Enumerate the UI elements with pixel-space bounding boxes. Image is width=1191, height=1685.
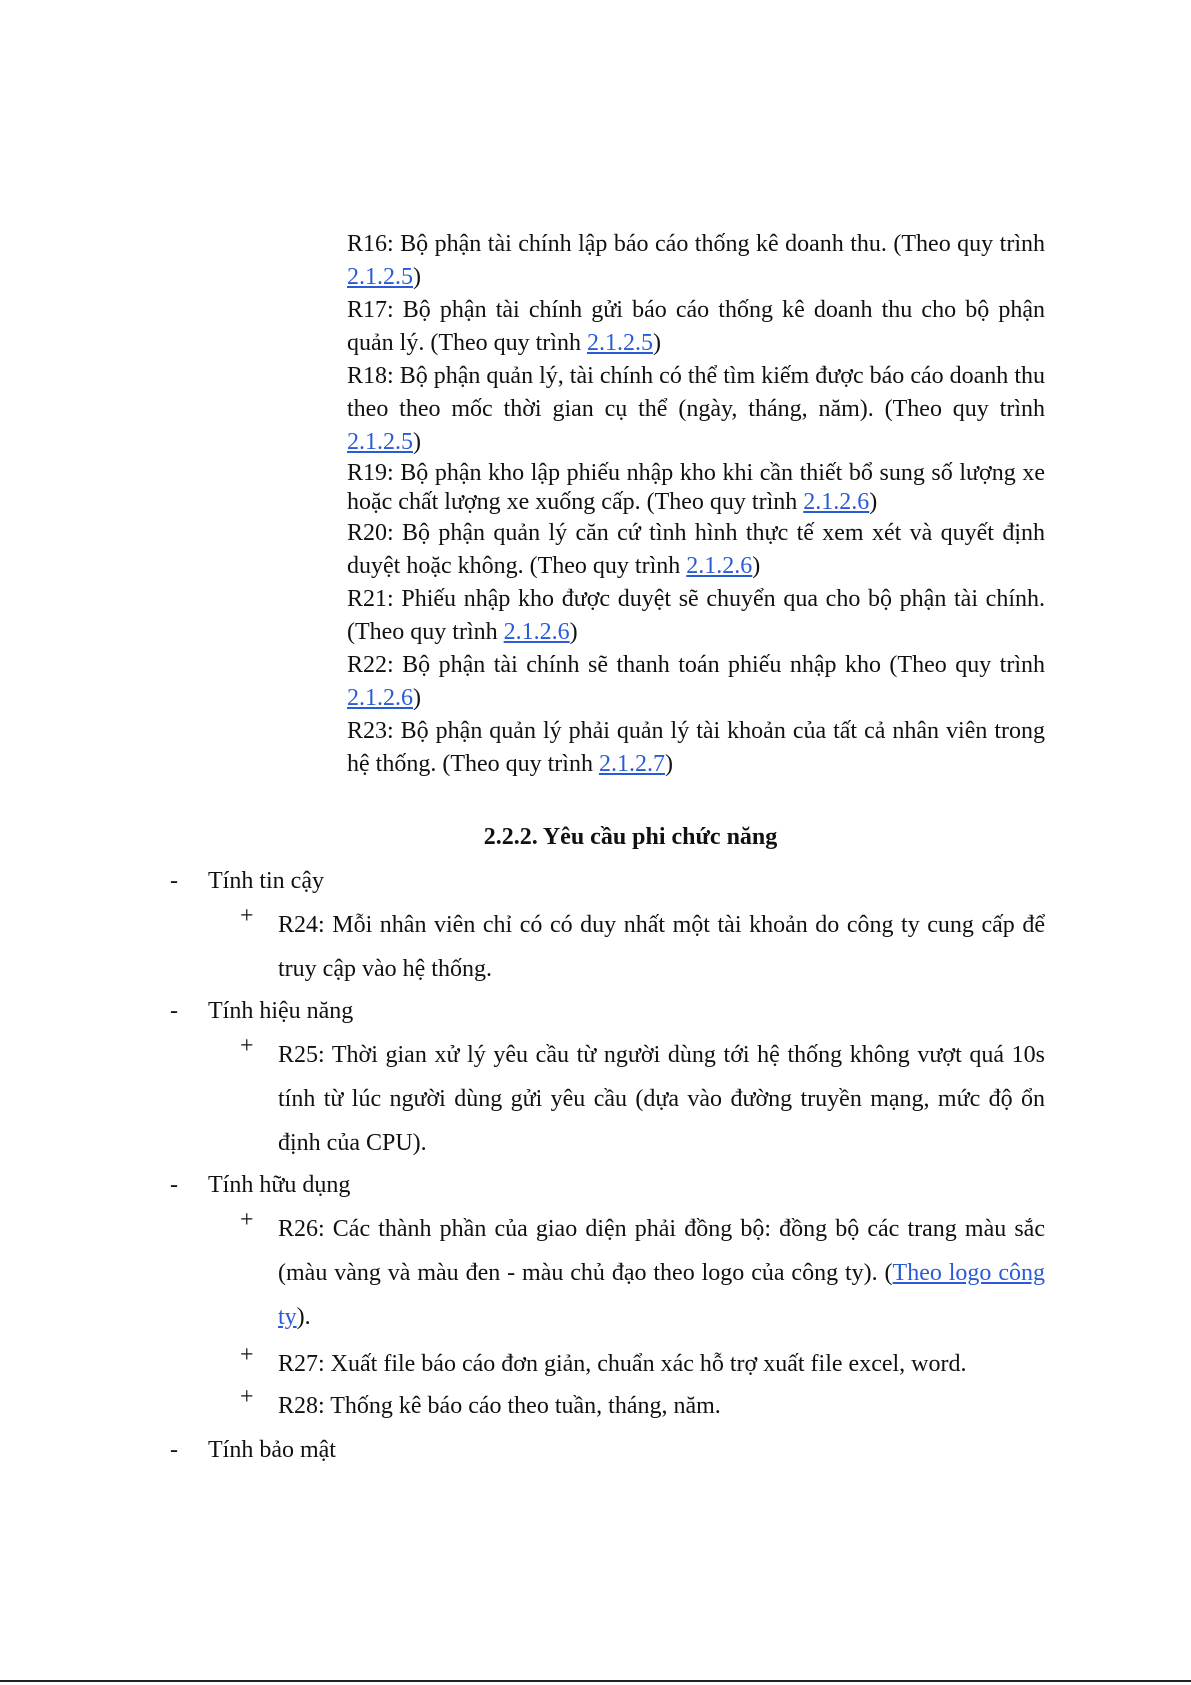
process-link[interactable]: 2.1.2.6: [347, 685, 413, 711]
requirement-r17: R17: Bộ phận tài chính gửi báo cáo thống kê doanh thu cho bộ phận quản lý. (Theo quy trình 2.1.2.5): [347, 297, 1045, 356]
requirement-r16: R16: Bộ phận tài chính lập báo cáo thống kê doanh thu. (Theo quy trình 2.1.2.5): [347, 231, 1045, 290]
requirement-text: R24: Mỗi nhân viên chỉ có có duy nhất một tài khoản do công ty cung cấp để truy cập vào hệ thống.: [278, 912, 1045, 982]
functional-requirements-list: [347, 228, 1045, 781]
requirement-text: R28: Thống kê báo cáo theo tuần, tháng, năm.: [278, 1393, 721, 1419]
requirement-text: R25: Thời gian xử lý yêu cầu từ người dùng tới hệ thống không vượt quá 10s tính từ lúc người dùng gửi yêu cầu (dựa vào đường truyền mạng, mức độ ổn định của CPU).: [278, 1042, 1045, 1156]
group-title: Tính hiệu năng: [208, 998, 354, 1024]
group-title: Tính hữu dụng: [208, 1172, 351, 1198]
requirement-r27: [240, 1342, 1045, 1386]
requirement-r22: R22: Bộ phận tài chính sẽ thanh toán phiếu nhập kho (Theo quy trình 2.1.2.6): [347, 652, 1045, 711]
requirement-r21: R21: Phiếu nhập kho được duyệt sẽ chuyển qua cho bộ phận tài chính. (Theo quy trình 2.1.2.6): [347, 586, 1045, 645]
process-link[interactable]: 2.1.2.6: [503, 619, 570, 645]
section-heading: 2.2.2. Yêu cầu phi chức năng: [483, 824, 778, 850]
group-title: Tính bảo mật: [208, 1437, 336, 1463]
group-title: Tính tin cậy: [208, 868, 324, 894]
requirement-r23: R23: Bộ phận quản lý phải quản lý tài khoản của tất cả nhân viên trong hệ thống. (Theo quy trình 2.1.2.7): [347, 718, 1045, 777]
requirement-text: R26: Các thành phần của giao diện phải đồng bộ: đồng bộ các trang màu sắc (màu vàng và màu đen - màu chủ đạo theo logo của công ty). (Theo logo công ty).: [278, 1216, 1045, 1330]
requirement-r28: [240, 1384, 1045, 1428]
plus-marker: +: [240, 1033, 254, 1059]
plus-marker: +: [240, 1384, 254, 1410]
process-link[interactable]: 2.1.2.6: [686, 553, 753, 579]
process-link[interactable]: 2.1.2.6: [803, 489, 870, 515]
process-link[interactable]: 2.1.2.5: [586, 330, 653, 356]
dash-marker: -: [170, 1437, 178, 1463]
dash-marker: -: [170, 1172, 178, 1198]
process-link[interactable]: 2.1.2.5: [347, 429, 413, 455]
requirement-r25: [240, 1033, 1045, 1165]
requirement-r19: R19: Bộ phận kho lập phiếu nhập kho khi cần thiết bổ sung số lượng xe hoặc chất lượng xe xuống cấp. (Theo quy trình 2.1.2.6): [347, 460, 1045, 515]
process-link[interactable]: 2.1.2.5: [347, 264, 413, 290]
requirement-r24: [240, 903, 1045, 991]
dash-marker: -: [170, 868, 178, 894]
plus-marker: +: [240, 1207, 254, 1233]
logo-link[interactable]: Theo logo công ty: [278, 1260, 1045, 1330]
requirement-r20: R20: Bộ phận quản lý căn cứ tình hình thực tế xem xét và quyết định duyệt hoặc không. (Theo quy trình 2.1.2.6): [347, 520, 1045, 579]
requirement-r26: [240, 1207, 1045, 1339]
requirement-r18: R18: Bộ phận quản lý, tài chính có thể tìm kiếm được báo cáo doanh thu theo theo mốc thời gian cụ thể (ngày, tháng, năm). (Theo quy trình 2.1.2.5): [347, 363, 1045, 455]
plus-marker: +: [240, 1342, 254, 1368]
page-bottom-rule: [0, 1680, 1191, 1682]
requirement-text: R27: Xuất file báo cáo đơn giản, chuẩn xác hỗ trợ xuất file excel, word.: [278, 1351, 967, 1377]
process-link[interactable]: 2.1.2.7: [598, 751, 665, 777]
dash-marker: -: [170, 998, 178, 1024]
plus-marker: +: [240, 903, 254, 929]
